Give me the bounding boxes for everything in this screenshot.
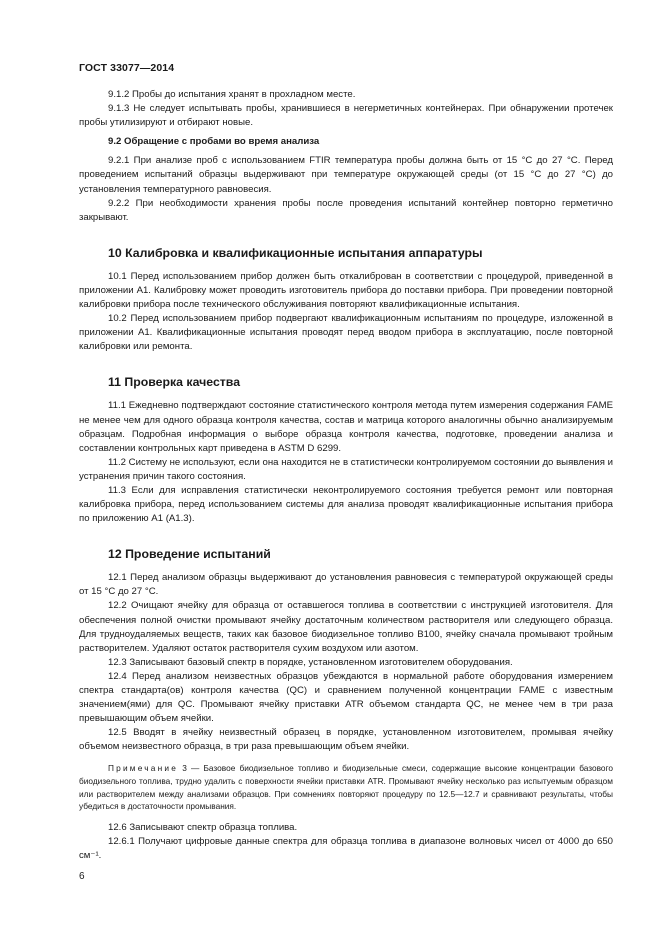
- note-text: 3 — Базовое биодизельное топливо и биодизельные смеси, содержащие высокие концентрации базового биодизельного топлива, трудно удалить с поверхности ячейки приставки ATR. Промывают ячейку несколько раз испытуемым образцом или растворителем между анализами образцов. При сомнениях повторяют процедуру по 12.5—12.7 и сравнивают результаты, чтобы убедиться в достаточности промывания.: [79, 763, 613, 812]
- note-3: [79, 762, 613, 812]
- paragraph-9-1-3: 9.1.3 Не следует испытывать пробы, хранившиеся в негерметичных контейнерах. При обнаружении протечек пробы утилизируют и отбирают новые.: [79, 103, 613, 129]
- paragraph-11-2: 11.2 Систему не используют, если она находится не в статистически контролируемом состоянии до выявления и устранения причин такого состояния.: [79, 456, 613, 482]
- heading-9-2: 9.2 Обращение с пробами во время анализа: [108, 136, 320, 148]
- heading-section-10: 10 Калибровка и квалификационные испытания аппаратуры: [108, 245, 483, 260]
- heading-section-12: 12 Проведение испытаний: [108, 547, 271, 562]
- note-label: Примечание: [108, 763, 179, 774]
- document-header: ГОСТ 33077—2014: [79, 62, 175, 74]
- paragraph-12-6-1: 12.6.1 Получают цифровые данные спектра для образца топлива в диапазоне волновых чисел от 4000 до 650 см⁻¹.: [79, 835, 613, 862]
- paragraph-12-5: 12.5 Вводят в ячейку неизвестный образец в порядке, установленном изготовителем, промывая ячейку объемом неизвестного образца, в три раза превышающим объем ячейки.: [79, 727, 613, 753]
- document-body: [79, 88, 613, 863]
- paragraph-9-2-2: 9.2.2 При необходимости хранения пробы после проведения испытаний контейнер повторно герметично закрывают.: [79, 197, 613, 223]
- paragraph-12-1: 12.1 Перед анализом образцы выдерживают до установления равновесия с температурой окружающей среды от 15 °С до 27 °С.: [79, 572, 613, 598]
- paragraph-9-1-2: 9.1.2 Пробы до испытания хранят в прохладном месте.: [108, 89, 356, 100]
- paragraph-12-4: 12.4 Перед анализом неизвестных образцов убеждаются в нормальной работе оборудования измерением спектра стандарта(ов) контроля качества (QC) и сравнением полученной концентрации FAME с известным значением(ями) для QC. Промывают ячейку приставки ATR объемом стандарта QC, не менее чем в три раза превышающим объем ячейки.: [79, 670, 613, 725]
- paragraph-11-3: 11.3 Если для исправления статистически неконтролируемого состояния требуется ремонт или повторная калибровка прибора, перед использованием системы для анализа проводят квалификационные испытания прибора по приложению А1 (А1.3).: [79, 484, 613, 525]
- paragraph-9-2-1: 9.2.1 При анализе проб с использованием FTIR температура пробы должна быть от 15 °С до 27 °С. Перед проведением испытаний образцы выдерживают при температуре окружающей среды (от 15 °С до 27 °С) до установления температурного равновесия.: [79, 155, 613, 195]
- paragraph-11-1: 11.1 Ежедневно подтверждают состояние статистического контроля метода путем измерения содержания FAME не менее чем для одного образца контроля качества, состав и матрица которого аналогичны обычно анализируемым образцам. Подробная информация о выборе образца контроля качества, подготовке, проведении анализа и составлении контрольных карт приведена в ASTM D 6299.: [79, 400, 613, 454]
- page-number: 6: [79, 871, 85, 882]
- paragraph-10-2: 10.2 Перед использованием прибор подвергают квалификационным испытаниям по процедуре, изложенной в приложении А1. Квалификационные испытания проводят перед вводом прибора в эксплуатацию, после повторной калибровки или ремонта.: [79, 313, 613, 353]
- paragraph-12-2: 12.2 Очищают ячейку для образца от оставшегося топлива в соответствии с инструкцией изготовителя. Для обеспечения полной очистки промывают ячейку достаточным количеством растворителя или следующего образца. Для трудноудаляемых веществ, таких как базовое биодизельное топливо В100, ячейку сначала промывают тройным растворителем. Удаляют остаток растворителя сухим воздухом или азотом.: [79, 600, 613, 654]
- paragraph-12-3: 12.3 Записывают базовый спектр в порядке, установленном изготовителем оборудования.: [108, 656, 513, 668]
- paragraph-12-6: 12.6 Записывают спектр образца топлива.: [108, 821, 298, 833]
- heading-section-11: 11 Проверка качества: [108, 375, 241, 390]
- paragraph-10-1: 10.1 Перед использованием прибор должен быть откалиброван в соответствии с процедурой, приведенной в приложении А1. Калибровку может проводить изготовитель прибора до поставки прибора. При проведении повторной калибровки прибора после технического обслуживания повторяют квалификационные испытания.: [79, 270, 613, 311]
